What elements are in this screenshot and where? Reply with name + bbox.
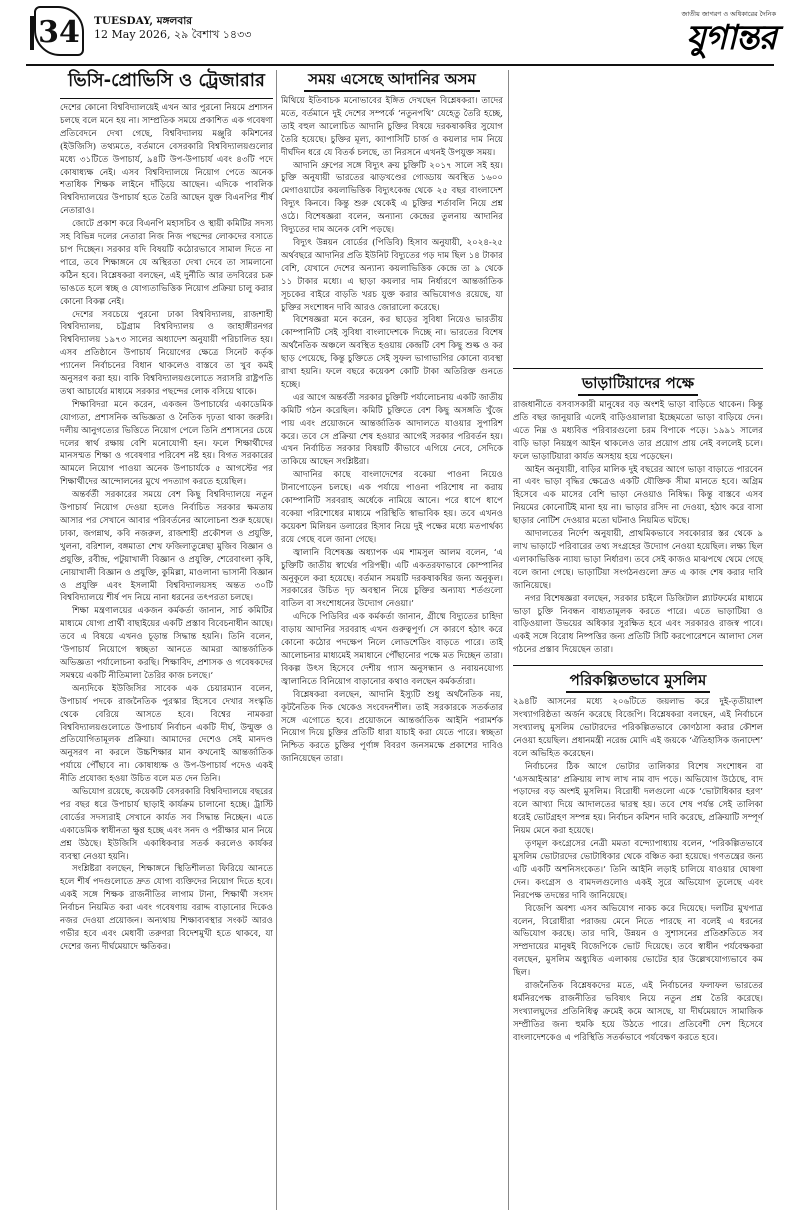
article-paragraph: আইন অনুযায়ী, বাড়ির মালিক দুই বছরের আগে ভাড়া বাড়াতে পারবেন না এবং ভাড়া বৃদ্ধির ক্ষেত্রেও একটি যৌক্তিক সীমা মানতে হবে। অগ্রিম হিসেবে এক মাসের বেশি ভাড়া নেওয়াও নিষিদ্ধ। কিন্তু বাস্তবে এসব নিয়মের কোনোটিই মানা হয় না। ভাড়ার রসিদ না দেওয়া, হঠাৎ করে বাসা ছাড়ার নোটিশ দেওয়ার মতো ঘটনাও নিয়মিত ঘটছে। bbox=[513, 464, 763, 527]
article-tenants bbox=[513, 368, 763, 657]
article-vc-appointments bbox=[60, 68, 273, 954]
masthead-rule bbox=[26, 64, 774, 66]
article-paragraph: অন্তর্বর্তী সরকারের সময়ে বেশ কিছু বিশ্ববিদ্যালয়ে নতুন উপাচার্য নিয়োগ দেওয়া হলেও নির্বাচিত সরকার ক্ষমতায় আসার পর সেখানে আবার পরিবর্তনের আলোচনা শুরু হয়েছে। ঢাকা, জগন্নাথ, কবি নজরুল, রাজশাহী প্রকৌশল ও প্রযুক্তি, খুলনা, বরিশাল, বঙ্গমাতা শেখ ফজিলাতুন্নেছা মুজিব বিজ্ঞান ও প্রযুক্তি, রবীন্দ্র, পটুয়াখালী বিজ্ঞান ও প্রযুক্তি, শেরেবাংলা কৃষি, নোয়াখালী বিজ্ঞান ও প্রযুক্তি, কুমিল্লা, মাওলানা ভাসানী বিজ্ঞান ও প্রযুক্তি এবং ইসলামী বিশ্ববিদ্যালয়সহ অন্তত ৩০টি বিশ্ববিদ্যালয়ে শীর্ষ পদ নিয়ে নানা ধরনের তৎপরতা চলছে। bbox=[60, 490, 273, 604]
article-headline bbox=[513, 372, 763, 399]
brand-logo: যুগান্তর bbox=[686, 18, 776, 58]
article-paragraph: অন্যদিকে ইউজিসির সাবেক এক চেয়ারম্যান বলেন, উপাচার্য পদকে রাজনৈতিক পুরস্কার হিসেবে দেখার সংস্কৃতি থেকে বেরিয়ে আসতে হবে। বিশ্বের নামকরা বিশ্ববিদ্যালয়গুলোতে উপাচার্য নির্বাচন একটি দীর্ঘ, উন্মুক্ত ও প্রতিযোগিতামূলক প্রক্রিয়া। আমাদের দেশেও সেই মানদণ্ড অনুসরণ না করলে উচ্চশিক্ষার মান কখনোই আন্তর্জাতিক পর্যায়ে পৌঁছাবে না। কোষাধ্যক্ষ ও উপ-উপাচার্য পদেও একই নীতি প্রযোজ্য হওয়া উচিত বলে মত দেন তিনি। bbox=[60, 683, 273, 785]
article-paragraph: ২৯৪টি আসনের মধ্যে ২০৬টিতে জয়লাভ করে দুই-তৃতীয়াংশ সংখ্যাগরিষ্ঠতা অর্জন করেছে বিজেপি। বিশ্লেষকরা বলছেন, এই নির্বাচনে সংখ্যালঘু মুসলিম ভোটারদের পরিকল্পিতভাবে কোণঠাসা করার কৌশল নেওয়া হয়েছিল। প্রধানমন্ত্রী নরেন্দ্র মোদি এই জয়কে ‘ঐতিহাসিক জনাদেশ’ বলে অভিহিত করেছেন। bbox=[513, 697, 763, 759]
article-paragraph: আদানির কাছে বাংলাদেশের বকেয়া পাওনা নিয়েও টানাপোড়েন চলছে। এক পর্যায়ে পাওনা পরিশোধ না করায় কোম্পানিটি সরবরাহ অর্ধেকে নামিয়ে আনে। পরে ধাপে ধাপে বকেয়া পরিশোধের মাধ্যমে পরিস্থিতি স্বাভাবিক হয়। তবে এখনও কয়েকশ মিলিয়ন ডলারের হিসাব নিয়ে দুই পক্ষের মধ্যে মতপার্থক্য রয়ে গেছে বলে জানা গেছে। bbox=[281, 470, 503, 545]
headline-rule bbox=[60, 98, 273, 99]
section-rule bbox=[513, 368, 763, 369]
dateline-day: TUESDAY, মঙ্গলবার bbox=[94, 15, 193, 27]
article-paragraph: আদানি গ্রুপের সঙ্গে বিদ্যুৎ ক্রয় চুক্তিটি ২০১৭ সালে সই হয়। চুক্তি অনুযায়ী ভারতের ঝাড়খণ্ডের গোড্ডায় অবস্থিত ১৬০০ মেগাওয়াটের কয়লাভিত্তিক বিদ্যুৎকেন্দ্র থেকে ২৫ বছর বাংলাদেশ বিদ্যুৎ কিনবে। কিন্তু শুরু থেকেই এ চুক্তির শর্তাবলি নিয়ে প্রশ্ন ওঠে। বিশেষজ্ঞরা বলেন, অন্যান্য কেন্দ্রের তুলনায় আদানির বিদ্যুতের দাম অনেক বেশি পড়ছে। bbox=[281, 160, 503, 236]
article-headline bbox=[281, 68, 503, 95]
article-paragraph: নির্বাচনের ঠিক আগে ভোটার তালিকার বিশেষ সংশোধন বা ‘এসআইআর’ প্রক্রিয়ায় লাখ লাখ নাম বাদ পড়ে। অভিযোগ উঠেছে, বাদ পড়াদের বড় অংশই মুসলিম। বিরোধী দলগুলো একে ‘ভোটাধিকার হরণ’ বলে আখ্যা দিয়ে আদালতের দ্বারস্থ হয়। তবে শেষ পর্যন্ত সেই তালিকা ধরেই ভোটগ্রহণ সম্পন্ন হয়। নির্বাচন কমিশন দাবি করেছে, প্রক্রিয়াটি সম্পূর্ণ নিয়ম মেনে করা হয়েছে। bbox=[513, 761, 763, 837]
article-paragraph: দেশের সবচেয়ে পুরনো ঢাকা বিশ্ববিদ্যালয়, রাজশাহী বিশ্ববিদ্যালয়, চট্টগ্রাম বিশ্ববিদ্যালয় ও জাহাঙ্গীরনগর বিশ্ববিদ্যালয় ১৯৭৩ সালের অধ্যাদেশ অনুযায়ী পরিচালিত হয়। এসব প্রতিষ্ঠানে উপাচার্য নিয়োগের ক্ষেত্রে সিনেট কর্তৃক প্যানেল নির্বাচনের বিধান থাকলেও বাস্তবে তা খুব কমই অনুসরণ করা হয়। বাকি বিশ্ববিদ্যালয়গুলোতে সরাসরি রাষ্ট্রপতি তথা আচার্যের মাধ্যমে সরকার পছন্দের লোক বসিয়ে থাকে। bbox=[60, 309, 273, 397]
article-headline-text: ভাড়াটিয়াদের পক্ষে bbox=[578, 374, 698, 396]
article-paragraph: জোটে প্রকাশ করে বিএনপি মহাসচিব ও স্থায়ী কমিটির সদস্য সহ বিভিন্ন দলের নেতারা নিজ নিজ পছন্দের লোকদের বসাতে চাপ দিচ্ছেন। সরকার যদি বিষয়টি কঠোরভাবে সামাল দিতে না পারে, তবে শিক্ষাঙ্গনে যে অস্থিরতা দেখা দেবে তা সামলানো কঠিন হবে। বিশ্লেষকরা বলছেন, এই দুর্নীতি আর তদবিরের চক্র ভাঙতে হলে স্বচ্ছ ও যোগ্যতাভিত্তিক নিয়োগ প্রক্রিয়া চালু করার কোনো বিকল্প নেই। bbox=[60, 219, 273, 307]
article-paragraph: রাজধানীতে বসবাসকারী মানুষের বড় অংশই ভাড়া বাড়িতে থাকেন। কিন্তু প্রতি বছর জানুয়ারি এলেই বাড়িওয়ালারা ইচ্ছেমতো ভাড়া বাড়িয়ে দেন। এতে নিম্ন ও মধ্যবিত্ত পরিবারগুলো চরম বিপাকে পড়ে। ১৯৯১ সালের বাড়ি ভাড়া নিয়ন্ত্রণ আইন থাকলেও তার প্রয়োগ প্রায় নেই বললেই চলে। ফলে ভাড়াটিয়ারা কার্যত অসহায় হয়ে পড়েছেন। bbox=[513, 400, 763, 462]
newspaper-brand bbox=[616, 10, 776, 60]
brand-tagline: জাতীয় জাগরণ ও অধিকারের দৈনিক bbox=[681, 10, 776, 18]
article-headline-text: পরিকল্পিতভাবে মুসলিম bbox=[566, 671, 711, 693]
article-adani bbox=[281, 68, 503, 766]
article-paragraph: এদিকে পিডিবির এক কর্মকর্তা জানান, গ্রীষ্মে বিদ্যুতের চাহিদা বাড়ায় আদানির সরবরাহ এখন গুরুত্বপূর্ণ। সে কারণে হঠাৎ করে কোনো কঠোর পদক্ষেপ নিলে লোডশেডিং বাড়তে পারে। তাই আলোচনার মাধ্যমেই সমাধানে পৌঁছানোর পক্ষে মত দিচ্ছেন তারা। বিকল্প উৎস হিসেবে দেশীয় গ্যাস অনুসন্ধান ও নবায়নযোগ্য জ্বালানিতে বিনিয়োগ বাড়ানোর কথাও বলছেন কর্মকর্তারা। bbox=[281, 612, 503, 687]
article-headline: ভিসি-প্রোভিসি ও ট্রেজারার bbox=[68, 70, 265, 91]
right-column bbox=[513, 68, 763, 1045]
article-paragraph: সংশ্লিষ্টরা বলছেন, শিক্ষাঙ্গনে স্থিতিশীলতা ফিরিয়ে আনতে হলে শীর্ষ পদগুলোতে দ্রুত যোগ্য ব্যক্তিদের নিয়োগ দিতে হবে। একই সঙ্গে শিক্ষক রাজনীতির লাগাম টানা, শিক্ষার্থী সংসদ নির্বাচন নিয়মিত করা এবং গবেষণায় বরাদ্দ বাড়ানোর দিকেও নজর দেওয়া প্রয়োজন। অন্যথায় শিক্ষাব্যবস্থার সংকট আরও গভীর হবে এবং মেধাবী তরুণরা বিদেশমুখী হতে থাকবে, যা দেশের জন্য দীর্ঘমেয়াদে ক্ষতিকর। bbox=[60, 864, 273, 952]
dateline-date: 12 May 2026, ২৯ বৈশাখ ১৪৩৩ bbox=[94, 28, 252, 41]
article-paragraph: বিশ্লেষকরা বলছেন, আদানি ইস্যুটি শুধু অর্থনৈতিক নয়, কূটনৈতিক দিক থেকেও সংবেদনশীল। তাই সরকারকে সতর্কতার সঙ্গে এগোতে হবে। প্রয়োজনে আন্তর্জাতিক আইনি পরামর্শক নিয়োগ দিয়ে চুক্তির প্রতিটি ধারা যাচাই করা যেতে পারে। স্বচ্ছতা নিশ্চিত করতে চুক্তির পূর্ণাঙ্গ বিবরণ জনসমক্ষে প্রকাশের দাবিও জানিয়েছেন তারা। bbox=[281, 689, 503, 765]
article-paragraph: মিথিয়ে ইতিবাচক মনোভাবের ইঙ্গিত দেখছেন বিশ্লেষকরা। তাদের মতে, বর্তমানে দুই দেশের সম্পর্কে ‘নতুনপথি’ যেহেতু তৈরি হচ্ছে, তাই বহুল আলোচিত আদানি চুক্তির বিষয়ে দরকষাকষির সুযোগ তৈরি হয়েছে। চুক্তির মূল্য, ক্যাপাসিটি চার্জ ও কয়লার দাম নিয়ে দীর্ঘদিন ধরে যে বিতর্ক চলছে, তা নিরসনে এখনই উপযুক্ত সময়। bbox=[281, 96, 503, 158]
article-paragraph: শিক্ষা মন্ত্রণালয়ের একজন কর্মকর্তা জানান, সার্চ কমিটির মাধ্যমে যোগ্য প্রার্থী বাছাইয়ের একটি প্রস্তাব বিবেচনাধীন আছে। তবে এ বিষয়ে এখনও চূড়ান্ত সিদ্ধান্ত হয়নি। তিনি বলেন, ‘উপাচার্য নিয়োগে স্বচ্ছতা আনতে আমরা আন্তর্জাতিক অভিজ্ঞতা পর্যালোচনা করছি। শিক্ষাবিদ, প্রশাসক ও গবেষকদের সমন্বয়ে একটি নীতিমালা তৈরির কাজ চলছে।’ bbox=[60, 606, 273, 681]
article-paragraph: রাজনৈতিক বিশ্লেষকদের মতে, এই নির্বাচনের ফলাফল ভারতের ধর্মনিরপেক্ষ রাজনীতির ভবিষ্যৎ নিয়ে নতুন প্রশ্ন তৈরি করেছে। সংখ্যালঘুদের প্রতিনিধিত্ব ক্রমেই কমে আসছে, যা দীর্ঘমেয়াদে সামাজিক সম্প্রীতির জন্য হুমকি হয়ে উঠতে পারে। প্রতিবেশী দেশ হিসেবে বাংলাদেশকেও এ পরিস্থিতি সতর্কভাবে পর্যবেক্ষণ করতে হবে। bbox=[513, 981, 763, 1043]
page-number: 34 bbox=[34, 6, 84, 56]
article-paragraph: অভিযোগ রয়েছে, কয়েকটি বেসরকারি বিশ্ববিদ্যালয়ে বছরের পর বছর ধরে উপাচার্য ছাড়াই কার্যক্রম চালানো হচ্ছে। ট্রাস্টি বোর্ডের সদস্যরাই সেখানে কার্যত সব সিদ্ধান্ত নিচ্ছেন। এতে একাডেমিক স্বাধীনতা ক্ষুণ্ণ হচ্ছে এবং সনদ ও পরীক্ষার মান নিয়ে প্রশ্ন উঠছে। ইউজিসি একাধিকবার সতর্ক করলেও কার্যকর ব্যবস্থা নেওয়া হয়নি। bbox=[60, 787, 273, 862]
article-muslim bbox=[513, 665, 763, 1044]
article-paragraph: দেশের কোনো বিশ্ববিদ্যালয়েই এখন আর পুরনো নিয়মে প্রশাসন চলছে বলে মনে হয় না। সাম্প্রতিক সময়ে প্রকাশিত এক গবেষণা প্রতিবেদনে দেখা গেছে, বিশ্ববিদ্যালয় মঞ্জুরি কমিশনের (ইউজিসি) তথ্যমতে, বর্তমানে বেসরকারি বিশ্ববিদ্যালয়গুলোর মধ্যে ৩১টিতে উপাচার্য, ৯৪টি উপ-উপাচার্য এবং ৪৩টি পদে কোষাধ্যক্ষ নেই। এসব বিশ্ববিদ্যালয়ে নিয়োগ পেতে অনেক শতাধিক শিক্ষক লাইনে দাঁড়িয়ে আছেন। এদিকে পাবলিক বিশ্ববিদ্যালয়ের উপাচার্য হতে তৈরি আছেন যুক্ত বিএনপির শীর্ষ নেতারাও। bbox=[60, 103, 273, 217]
column-divider bbox=[276, 70, 277, 1210]
article-paragraph: বিশেষজ্ঞরা মনে করেন, কর ছাড়ের সুবিধা নিয়েও ভারতীয় কোম্পানিটি সেই সুবিধা বাংলাদেশকে দিচ্ছে না। ভারতের বিশেষ অর্থনৈতিক অঞ্চলে অবস্থিত হওয়ায় কেন্দ্রটি বেশ কিছু শুল্ক ও কর ছাড় পেয়েছে, কিন্তু চুক্তিতে সেই সুফল ভাগাভাগির কোনো ব্যবস্থা রাখা হয়নি। ফলে বছরে কয়েকশ কোটি টাকা অতিরিক্ত গুনতে হচ্ছে। bbox=[281, 315, 503, 390]
article-paragraph: বিজেপি অবশ্য এসব অভিযোগ নাকচ করে দিয়েছে। দলটির মুখপাত্র বলেন, বিরোধীরা পরাজয় মেনে নিতে পারছে না বলেই এ ধরনের অভিযোগ করছে। তার দাবি, উন্নয়ন ও সুশাসনের প্রতিশ্রুতিতে সব সম্প্রদায়ের মানুষই বিজেপিকে ভোট দিয়েছে। তবে স্বাধীন পর্যবেক্ষকরা বলছেন, মুসলিম অধ্যুষিত এলাকায় ভোটের হার উল্লেখযোগ্যভাবে কম ছিল। bbox=[513, 903, 763, 979]
article-headline-text: সময় এসেছে আদানির অসম bbox=[304, 70, 480, 92]
article-paragraph: বিদ্যুৎ উন্নয়ন বোর্ডের (পিডিবি) হিসাব অনুযায়ী, ২০২৪-২৫ অর্থবছরে আদানির প্রতি ইউনিট বিদ্যুতের গড় দাম ছিল ১৪ টাকার বেশি, যেখানে দেশের অন্যান্য কয়লাভিত্তিক কেন্দ্রে তা ৯ থেকে ১১ টাকার মধ্যে। এ ছাড়া কয়লার দাম নির্ধারণে আন্তর্জাতিক সূচকের বাইরে বাড়তি খরচ যুক্ত করার অভিযোগও রয়েছে, যা চুক্তির সংশোধন দাবি আরও জোরালো করেছে। bbox=[281, 237, 503, 313]
article-paragraph: এর আগে অন্তর্বর্তী সরকার চুক্তিটি পর্যালোচনায় একটি জাতীয় কমিটি গঠন করেছিল। কমিটি চুক্তিতে বেশ কিছু অসঙ্গতি খুঁজে পায় এবং প্রয়োজনে আন্তর্জাতিক আদালতে যাওয়ার সুপারিশ করে। তবে সে প্রক্রিয়া শেষ হওয়ার আগেই সরকার পরিবর্তন হয়। এখন নির্বাচিত সরকার বিষয়টি কীভাবে এগিয়ে নেবে, সেদিকে তাকিয়ে আছেন সংশ্লিষ্টরা। bbox=[281, 392, 503, 468]
article-paragraph: নগর বিশেষজ্ঞরা বলছেন, সরকার চাইলে ডিজিটাল প্ল্যাটফর্মের মাধ্যমে ভাড়া চুক্তি নিবন্ধন বাধ্যতামূলক করতে পারে। এতে ভাড়াটিয়া ও বাড়িওয়ালা উভয়ের অধিকার সুরক্ষিত হবে এবং সরকারও রাজস্ব পাবে। একই সঙ্গে বিরোধ নিষ্পত্তির জন্য প্রতিটি সিটি করপোরেশনে আলাদা সেল গঠনের প্রস্তাব দিয়েছেন তারা। bbox=[513, 593, 763, 656]
dateline bbox=[94, 14, 251, 42]
article-paragraph: আদালতের নির্দেশ অনুযায়ী, প্রাথমিকভাবে সবকোরার স্তর থেকে ৯ লাখ ভাড়াটে পরিবারের তথ্য সংগ্রহের উদ্যোগ নেওয়া হয়েছিল। লক্ষ্য ছিল এলাকাভিত্তিক ন্যায্য ভাড়া নির্ধারণ। তবে সেই কাজও মাঝপথে থেমে গেছে বলে জানা গেছে। ভাড়াটিয়া সংগঠনগুলো দ্রুত এ কাজ শেষ করার দাবি জানিয়েছে। bbox=[513, 529, 763, 591]
article-paragraph: তৃণমূল কংগ্রেসের নেত্রী মমতা বন্দ্যোপাধ্যায় বলেন, ‘পরিকল্পিতভাবে মুসলিম ভোটারদের ভোটাধিকার থেকে বঞ্চিত করা হয়েছে। গণতন্ত্রের জন্য এটি একটি অশনিসংকেত।’ তিনি আইনি লড়াই চালিয়ে যাওয়ার ঘোষণা দেন। কংগ্রেস ও বামদলগুলোও একই সুরে অভিযোগ তুলেছে এবং নিরপেক্ষ তদন্তের দাবি জানিয়েছে। bbox=[513, 839, 763, 901]
article-headline bbox=[513, 669, 763, 696]
article-paragraph: শিক্ষাবিদরা মনে করেন, একজন উপাচার্যের একাডেমিক যোগ্যতা, প্রশাসনিক অভিজ্ঞতা ও নৈতিক দৃঢ়তা থাকা জরুরি। দলীয় আনুগত্যের ভিত্তিতে নিয়োগ পেলে তিনি প্রশাসনের চেয়ে দলের স্বার্থ রক্ষায় বেশি মনোযোগী হন। ফলে শিক্ষার্থীদের মানসম্মত শিক্ষা ও গবেষণার পরিবেশ নষ্ট হয়। বিগত সরকারের আমলে নিয়োগ পাওয়া অনেক উপাচার্যকে ৫ আগস্টের পর শিক্ষার্থীদের আন্দোলনের মুখে পদত্যাগ করতে হয়েছিল। bbox=[60, 399, 273, 488]
article-paragraph: জ্বালানি বিশেষজ্ঞ অধ্যাপক এম শামসুল আলম বলেন, ‘এ চুক্তিটি জাতীয় স্বার্থের পরিপন্থী। এটি একতরফাভাবে কোম্পানির অনুকূলে করা হয়েছে। বর্তমান সময়টি দরকষাকষির জন্য অনুকূল। সরকারের উচিত দৃঢ় অবস্থান নিয়ে চুক্তির অন্যায্য শর্তগুলো বাতিল বা সংশোধনের উদ্যোগ নেওয়া।’ bbox=[281, 547, 503, 610]
section-rule bbox=[513, 665, 763, 666]
column-divider bbox=[508, 70, 509, 1210]
